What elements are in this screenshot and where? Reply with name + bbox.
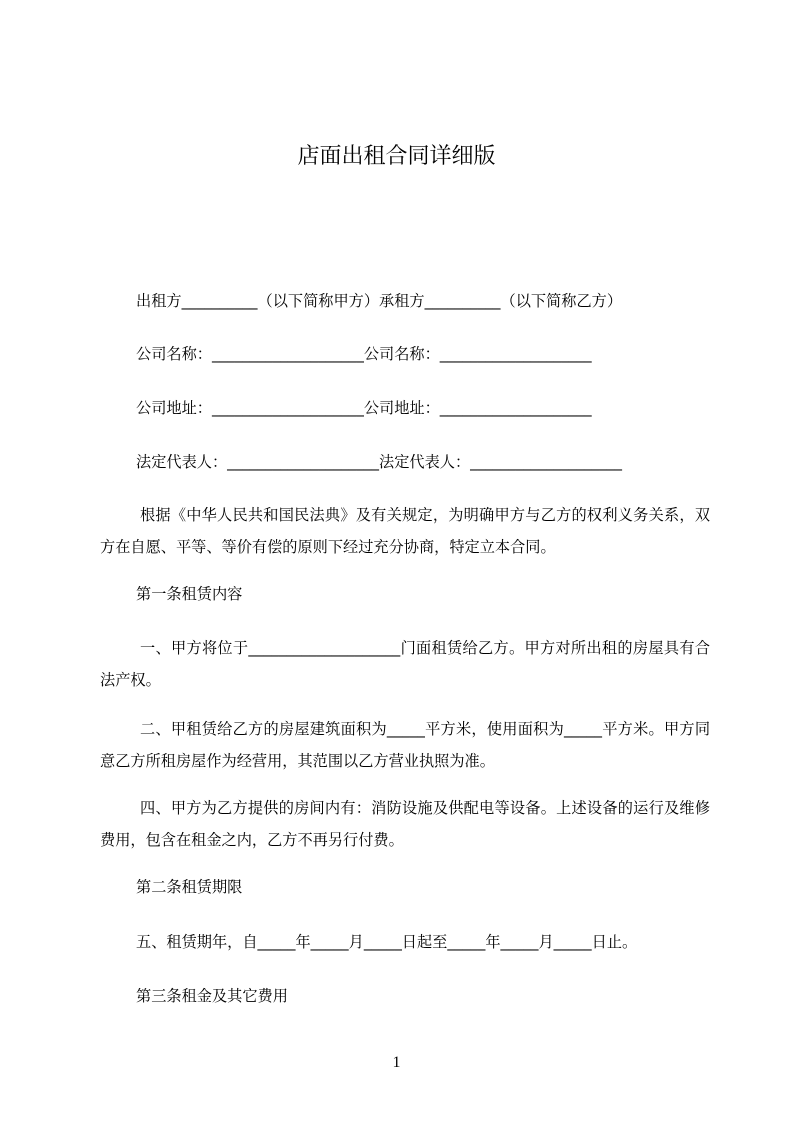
preamble-paragraph: 根据《中华人民共和国民法典》及有关规定，为明确甲方与乙方的权利义务关系，双方在自愿、平等、等价有偿的原则下经过充分协商，特定立本合同。 [100,506,710,556]
clause-4-paragraph: 四、甲方为乙方提供的房间内有：消防设施及供配电等设备。上述设备的运行及维修费用，包含在租金之内，乙方不再另行付费。 [100,799,710,849]
company-name-line: 公司名称：____________________公司名称：____________________ [136,345,592,363]
parties-line: 出租方__________（以下简称甲方）承租方__________（以下简称乙方） [136,292,622,310]
page-number: 1 [392,1054,401,1071]
article-2-heading: 第二条租赁期限 [136,878,243,896]
clause-5-line: 五、租赁期年，自_____年_____月_____日起至_____年_____月_____日止。 [136,933,638,951]
legal-representative-line: 法定代表人：____________________法定代表人：____________________ [136,453,622,471]
document-title: 店面出租合同详细版 [297,144,496,169]
company-address-line: 公司地址：____________________公司地址：____________________ [136,399,592,417]
article-1-heading: 第一条租赁内容 [136,585,243,603]
clause-2-paragraph: 二、甲租赁给乙方的房屋建筑面积为_____平方米，使用面积为_____平方米。甲方同意乙方所租房屋作为经营用，其范围以乙方营业执照为准。 [100,720,710,770]
clause-1-paragraph: 一、甲方将位于____________________门面租赁给乙方。甲方对所出租的房屋具有合法产权。 [100,639,710,689]
article-3-heading: 第三条租金及其它费用 [136,987,288,1005]
